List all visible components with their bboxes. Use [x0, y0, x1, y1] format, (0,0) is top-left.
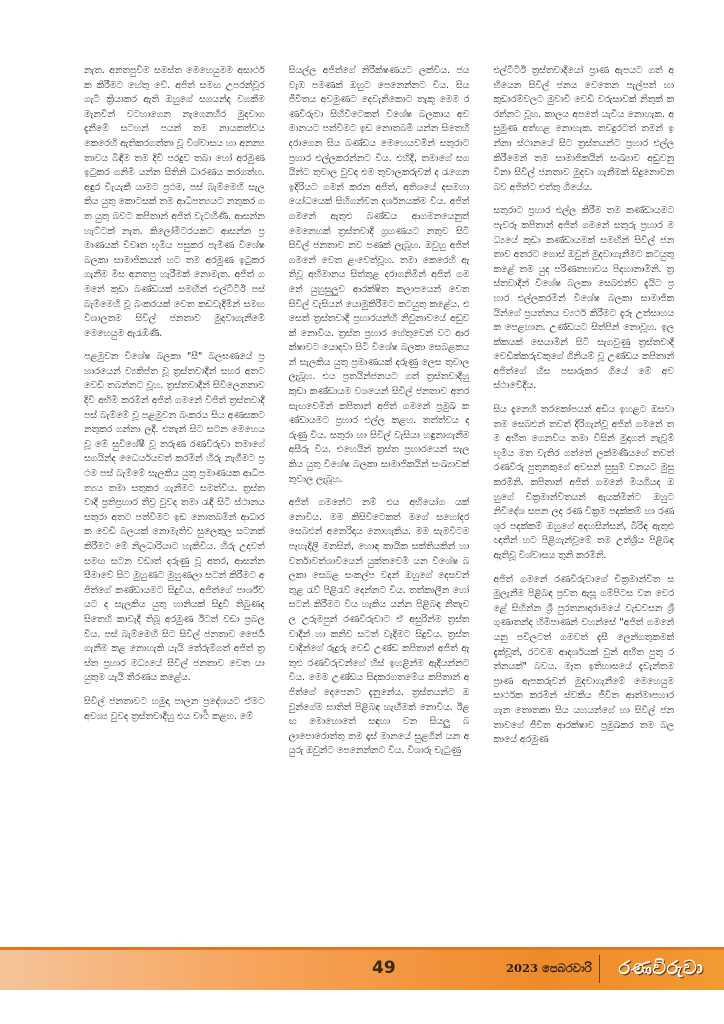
magazine-name: රණවිරුවා: [618, 957, 704, 979]
article-column-1: [84, 64, 265, 944]
paragraph: අජිත් ගමනේට නම් එය අභියෝග යක් නොවිය. මම කිසිවිටෙකත් මගේ සහෝදර සෙබළුන් අතෙරිදාය නොහැකිය. මම සැමවිටම පෑහැදිලි මනසින්, හොඳ කායික සක්තියකින් හා වර්තාවත්ශාවියෙන් යුක්තවෙමි යන විශේෂ බලකා සෙබළ සංකල්ප වදන් ඔහුගේ දෙසවන් තුළ රැව් පිළිරැව් දෙන්නට විය. තත්කාලීන හෝ සටන් කිරීමට විය හැකිය යන්න පිළිබඳ නිතැවල උරුමපුන් රණවිරුවාට ඒ අසුරින්ම ත්‍රස්තවාදීන් හා කනිව සටත් වැදිමට සිදුවිය. ත්‍රස්තවාදීන්ගේ රුදුරු වෙඩි උණ්ඩ කපිතාන් අජිත් ඇතුළු රණවිරුවන්ගේ හිස් ඉහළින්ම ඇදීයන්නට විය. මෙම උණ්ඩය සිදකරගතමේය කපිතාන් අජිත්ගේ දෙපෙනට දැනුනේය. ත්‍රස්තයන්ට ඔවුන්ගේම ඝාතිත් පිළිබඳ හැඟීමක් නොවිය. ඊළඟ මොහොතේ සඳහා වන සියලු බලාපොරොත්තු තම දෑස් මානයේ සුළගින් යන අයුරු ඔවුන්ට පෙනෙන්නට විය. විශාරු චැටුණු: [288, 497, 470, 757]
page-footer: [0, 947, 724, 990]
article-column-2: [289, 64, 470, 944]
article-body: [84, 64, 674, 944]
paragraph: සිය දැනෙහි තරකෝපයන් අඩිය ඉහළට ඔසවා තම සෙබළුන් තවත් දිරිගැන්වූ අජිත් ගමනේ තම අභීත ගෙනවිය තමා විසින් මුදාගත් නැවූම් භූමිය මත වැතිර ගත්තේ ලක්මණීයගේ තවත් රණවිරු පුතුනකුගේ අවසන් සුසුම් වනයට මුසු කරමිනි. කපිතාන් අජිත් ගමනේ මියගියද ඔහුගේ චික්‍රමාන්විතයන් ඇයක්මින්ට ඔහුට නිවිදේශ සපන ලද රණ වික්‍රම පදක්කම් හා රණ ශූර පදක්කම් ඔහුගේ අදහසින්සන්, බිරිඳ ඇතුළු ඥාතීන් හට පිළිගැන්වූමේ තම උත්ශ්‍රිය පිළිබඳ ඇතිවූ විශ්වාසය තුනි කරමිනි.: [493, 404, 675, 561]
paragraph: නැත. අනතපුවීම සමස්ත මෙහෙයුමම අසාර්ථක කිරීමට හේතු වේ. අජිත් සමඟ උපරන්වූර ගැටී ක්‍රියාකර ඇති ඔහුගේ සගයන්ද වගකීම මැනවින් වටහාගෙන නැගෙනහිර මුදවාග දැනීමේ සටහන් පයන් තම නායකත්වය කෙරෙහි ඇතිකරගත්තා වූ විශ්වාසය හා අනන්‍යතාවය බිඳීම තම දිවි පරදුව තබා හෝ අරමුණ ඉටුකර ගනිමි යන්න සිතිනි ධාරණය කරගත්හ. අඳුර විැයැකී යාමට ප්‍රථම, පස් බැම්මෙහි සැලකිය යුතු කොටසක් තම ආධිපත්‍යයට නතුකර ගත යුතු බවට කපිතාන් අජිත් වැටහිණි. ආසන්න හැට්ටක් නැත. කිලෝමීටරයකට ආසන්න ප්‍රමාණයක් විවෘත භූමිය පසුකර පැමිණ විශේෂ බලකා සාමාජිකයන් හට තම අරමුණ ඉටුකර ගැනීම මිස අනතපු හැරීමක් නොමැත. අජිත් ගමනේ කුඩා බණ්ඩයක් සමඟින් එල්ටීටීඊ පස් බැම්මෙහි වූ බංකරයක් වෙත කඩවැදිමින් සමඟ විශාලතම සිවිල් ජනතාව මුදවාගැනීමේ මෙහෙයුම ඇරැඹිණි.: [84, 65, 265, 339]
footer-divider: [599, 955, 600, 983]
paragraph: අජිත් ගමනේ රණවිරුවාගේ චික්‍රමාන්විත සමුලැනීම පිළිබඳ ප්‍රවත ඇසූ ගම්පිටස වන වෙරළේ සිහින්න ශ්‍රී පුරතනාදාරාමයේ වැඩවසන ශ්‍රී ගුණාතන්ද හිමිපාණන් වහන්සේ "අජිත් ගමනේ යනු පවිලටත් ගමවත් දැසී ලෙන්ගතුකමක් දැක්වූත්, රටවම ආදර්ශයක් වුන් අභීත පුතු රත්නයක්" බවය. මෑත ඉතිහාසයේ දැවැන්තම ප්‍රාණ ඇපකරුවන් මුදවාගැනීමේ මෙහෙයුම සාර්ථක කරමින් ස්වකීය ජීවිත ආත්මාපහාර ගැන තොතකා සිය යහයන්ගේ හා සිවිල් ජනතාවගේ ජීවිත ආරක්ෂාව ප්‍රමුඛකර තම බලකායේ අරමුණ: [493, 573, 675, 746]
paragraph: සියල්ල අජිත්ගේ නිරීක්ෂණයට ලක්විය. ජයවැඹ පමණක් ඔහුට පෙනෙන්නට විය. සිය ජීවිතය අවමුණට දෙවැනිකොට තැකූ මෙම රණවිරුවා සිහිවිටෙකත් විශේෂ බලකාය අවමානයට පත්වීමට ඉඩ නොතබමි යන්න සිතෙහි දරාගෙන සිය බණ්ඩය මෙහෙයවමින් සතුරාට ප්‍රහාර එල්ලකරන්නට විය. එහිදී, තමාගේ සගයින්ට තුවාල වුවද එම තුවාලකරුවන් ද රැගෙන ඉදිරියට ගමන් කරන අජිත්, අතිශයේ දසමහා යෝධයෙක් සිහිගන්වන දර්ශනයක්ම විය. අජිත් ගමනේ ඇතුළු බණ්ඩය ආගමනයෙනුත් මෙනෙහක් ත්‍රස්තවාදී ග්‍රහණයට නතුව සිටි සිවිල් ජනතාව නව පණක් ලැබූහ. ඔවුහු අජිත් ගමනේ වෙත ළංවෙත්වූහ. තමා කෙරෙහි ඇතිවූ අභිමානය සිත්තුළ දරාගනිමින් අජිත් ගමනේ යුහුසුලුව ආරක්ෂිත කලාපයෙන් වෙත සිවිල් වැසියන් යොමුකිරීමට කටයුතු කළේය. එසෙත් ත්‍රස්තවාදී ප්‍රහාරයන්හි නිවුනාවයේ අඩුවක් නොවිය. ත්‍රස්ත ප්‍රහාර හේතුවෙන් වට ආරක්ෂාවට යොදවා සිටි විශේෂ බලකා සෙබළකයන් සැලකිය යුතු ප්‍රමාණයක් දරුණු ලෙස තුවාල ලැබූහ. එය ප්‍රතයින්ජනයට ගත් ත්‍රස්තවාදීහු කුඩා කණ්ඩායම වශයෙන් සිවිල් ජනතාව අතර සැඟවෙමින් කපිතාන් අජිත් ගමනේ ප්‍රමුඛ කණ්ඩායමට ප්‍රහාර එල්ල කළහ. තත්ත්වය දරුණු විය. සතුරා හා සිවිල් වැසියා හඳුනාගැනීම අසීරු විය. එහෙයින් ත්‍රස්ත ප්‍රහාරයෙන් සැලකිය යුතු විශේෂ බලකා සාමාජිකයින් සංඛ්‍යාවක් තුවාල ලැබූහ.: [288, 65, 470, 485]
paragraph: පළමුවන විශේෂ බලකා "සී" බලඝණයේ ප්‍රහාරයෙන් ව්‍යකිප්ත වූ ත්‍රස්තවාදීන් සහර අතට වෙඩි තබන්නට වූහ. ත්‍රස්තවාදීන් සිවිලෙනතාව දිවි අභිමි කරමින් අජිත් ගමනේ විජිත් ත්‍රස්තවාදී පස් බැම්මේ වූ පළමුවන බංකරය සිය අණසකට නතුකර ගන්නා ලදී. එතැන් සිට සටන මෙහෙයවූ මේ සුවිශේෂී වූ තරුණ රණවිරුවා තමාගේ සගයින්ද ධෛර්යයවත් කරමින් හිරු නැගීමට ප්‍රථම පස් බැම්මේ සැලකිය යුතු ප්‍රමාණයක ආධිපත්‍යය තමා සතුකර ගැනීමට සමත්විය. ත්‍රස්තවාදී ප්‍රතිප්‍රහාර තීව්‍ර වුවද තමා රැඳී සිටි ස්ථානය සතුරා අතට පත්වීමට ඉඩ නොතබමින් ආධාරක වෙඩි බලයක් නොමැතිව සුලෙකුල සටනක් කිරීමට මේ නිලධාරියාට හැකිවිය. හිරු උදාවත් සමඟ සටන වඩාත් දරුණු වූ අතර, ආසන්න සීමාවේ සිට මුහුණට මුහුණලා සටන් කිරීමට අජිත්ගේ කණ්ඩායමට සිදුවිය. අජිත්ගේ පාර්ශ්වයට ද සැලකිය යුතු හානියක් සිදුවී තිබුණද සිතෙහි කාවැදී තිබූ අරමුණ ඊටත් වඩා ප්‍රබල විය. පස් බැම්මෙහි සිට සිවිල් ජනතාව ජෛර්‍ය ගැනීම කළ නොහැකි යැයි තේරුම්ගත් අජිත් ත්‍රස්ත ප්‍රහාර මධ්‍යයේ සිවිල් ජනතාව වෙත යා යුතුම යැයි තීරණය කළේය.: [84, 351, 265, 684]
page-number: 49: [372, 958, 396, 978]
paragraph: සිවිල් ජනතාවට හමුදා පාලන ප්‍රදේශයට ඒමට අවශ්‍ය වුවද ත්‍රස්තවාදීහු එය වාර්‍ථ කළහ. මේ: [84, 695, 265, 722]
footer-accent-line: [0, 947, 724, 950]
issue-date: 2023 පෙබරවාරි: [506, 961, 592, 975]
paragraph: එල්ටීටීඊ ත්‍රස්තවාදීයෝ ප්‍රාණ ඇපයට ගත් අභියෙන සිවිල් ජනය වෙතෙන පැල්පත් හා කුඩාරම්වලට මුවාවී වෙඩි වරුසාවක් නිතුක් කරන්නට වූහ. කාලය අපතේ යැවිය නොහැක. අසුමුණ අත්හළ නොහැක. තවදුරටත් තමන් ඉන්නා ස්ථානයේ සිට ත්‍රස්තයන්ට ප්‍රහාර එල්ල කිරීමෙන් තම සාමාජිකයින් සංඛ්‍යාව අඩුවනු විනා සිවිල් ජනතාව මුදවා ගැනීමක් සිදුනොවන බව අජිත්ට එත්තු ගියේය.: [493, 65, 675, 193]
article-column-3: [493, 64, 674, 944]
magazine-logo: [608, 952, 714, 984]
paragraph: සතුරාට ප්‍රහාර එල්ල කිරීම තම කණ්ඩායමට පැවරූ කපිතාන් අජිත් ගමනේ සතුරු ප්‍රහාර මධ්‍යයේ කුඩා කණ්ඩායමක් සමඟින් සිවිල් ජනතාව අතරට ගොස් ඔවුන් මුදවාගැනීමට කටයුතු කළේ තම යුද පරිණතභාවය පිදහානාමිනි. ත්‍රස්තවාදීන් විශේෂ බලකා සෙබළුන්ව දැයිට ප්‍රහාර එල්ලකරමින් විශේෂ බලකා සාමාජිකයින්ගේ ප්‍රයත්නය ව්‍යර්ථ කිරීමට දැරූ උත්සාහයක පෙළහාන. උණ්ඩයට සිත්පින් නොවූහ. ඉලක්කයක් සෙයාමින් සිටි සැගවුණු ත්‍රස්තවාදී වෙඩික්කරුවකුගේ ගිනියම් වූ උණ්ඩය කපිතාන් අජිත්ගේ හිස පසාරුකර ගියේ මේ අවස්ථාවේදීය.: [493, 205, 675, 392]
